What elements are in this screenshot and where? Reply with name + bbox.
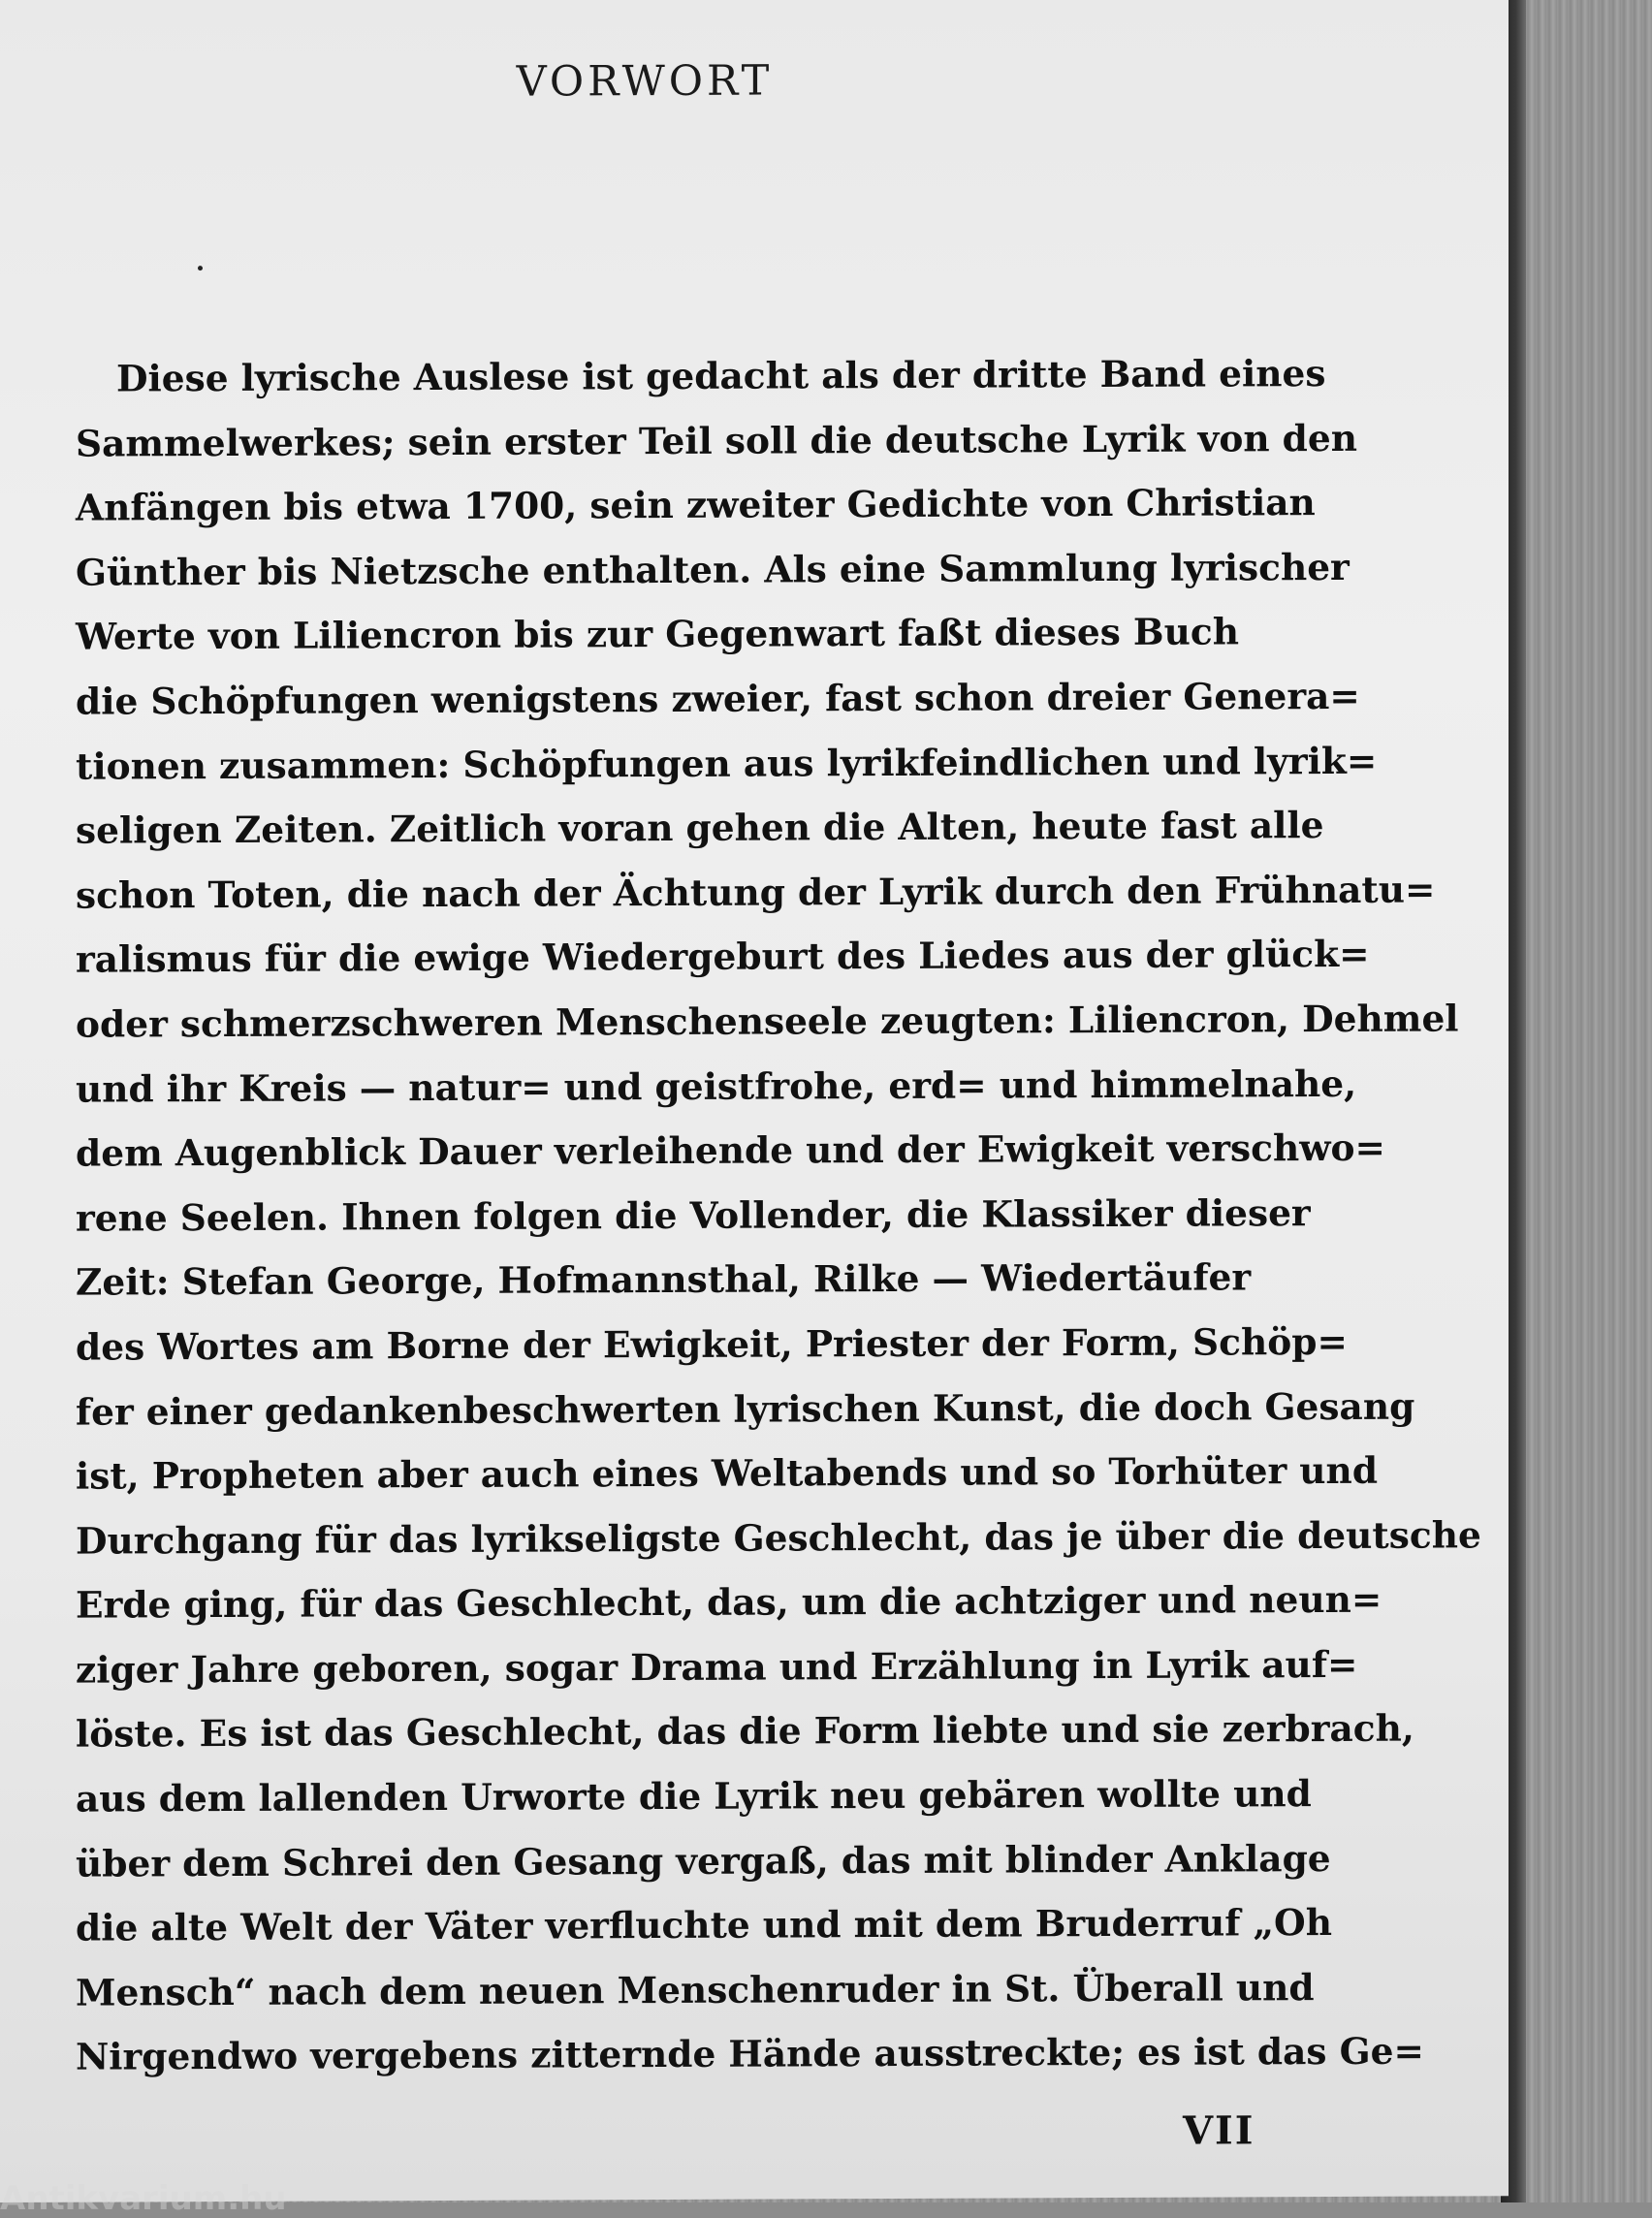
text-line: aus dem lallenden Urworte die Lyrik neu gebären wollte und bbox=[76, 1772, 1312, 1821]
text-line: die Schöpfungen wenigstens zweier, fast schon dreier Genera= bbox=[76, 674, 1360, 723]
text-line: dem Augenblick Dauer verleihende und der Ewigkeit verschwo= bbox=[76, 1125, 1385, 1175]
page-heading: VORWORT bbox=[516, 56, 774, 107]
watermark-text: Antikvarium.hu bbox=[0, 2179, 287, 2218]
text-line: des Wortes am Borne der Ewigkeit, Priester der Form, Schöp= bbox=[76, 1319, 1348, 1369]
text-line: Diese lyrische Auslese ist gedacht als der dritte Band eines bbox=[116, 352, 1326, 400]
text-line: Erde ging, für das Geschlecht, das, um die achtziger und neun= bbox=[76, 1578, 1382, 1627]
text-line: und ihr Kreis — natur= und geistfrohe, erd= und himmelnahe, bbox=[76, 1061, 1357, 1111]
text-line: die alte Welt der Väter verfluchte und mit dem Bruderruf „Oh bbox=[76, 1901, 1332, 1949]
text-line: Sammelwerkes; sein erster Teil soll die deutsche Lyrik von den bbox=[76, 416, 1358, 465]
text-line: Zeit: Stefan George, Hofmannsthal, Rilke — Wiedertäufer bbox=[76, 1255, 1252, 1304]
text-line: schon Toten, die nach der Ächtung der Lyrik durch den Frühnatu= bbox=[76, 868, 1436, 917]
text-line: oder schmerzschweren Menschenseele zeugten: Liliencron, Dehmel bbox=[76, 997, 1459, 1046]
text-line: ist, Propheten aber auch eines Weltabends und so Torhüter und bbox=[76, 1448, 1379, 1498]
text-line: seligen Zeiten. Zeitlich voran gehen die Alten, heute fast alle bbox=[76, 804, 1324, 852]
text-line: rene Seelen. Ihnen folgen die Vollender, die Klassiker dieser bbox=[76, 1190, 1311, 1240]
text-line: Werte von Liliencron bis zur Gegenwart faßt dieses Buch bbox=[76, 610, 1239, 659]
text-line: Günther bis Nietzsche enthalten. Als eine Sammlung lyrischer bbox=[76, 545, 1350, 594]
text-line: fer einer gedankenbeschwerten lyrischen Kunst, die doch Gesang bbox=[76, 1384, 1415, 1434]
page-number: VII bbox=[1183, 2107, 1255, 2154]
text-line: Durchgang für das lyrikseligste Geschlecht, das je über die deutsche bbox=[76, 1513, 1481, 1563]
stray-dot bbox=[198, 266, 203, 270]
text-line: über dem Schrei den Gesang vergaß, das mit blinder Anklage bbox=[76, 1836, 1331, 1885]
text-line: löste. Es ist das Geschlecht, das die Form liebte und sie zerbrach, bbox=[76, 1707, 1414, 1757]
text-line: Mensch“ nach dem neuen Menschenruder in St. Überall und bbox=[76, 1965, 1315, 2014]
body-text bbox=[76, 341, 1481, 2089]
text-line: Anfängen bis etwa 1700, sein zweiter Gedichte von Christian bbox=[76, 481, 1316, 529]
text-line: ziger Jahre geboren, sogar Drama und Erzählung in Lyrik auf= bbox=[76, 1642, 1358, 1692]
text-line: tionen zusammen: Schöpfungen aus lyrikfeindlichen und lyrik= bbox=[76, 739, 1378, 788]
text-line: Nirgendwo vergebens zitternde Hände ausstreckte; es ist das Ge= bbox=[76, 2030, 1424, 2079]
text-line: ralismus für die ewige Wiedergeburt des Liedes aus der glück= bbox=[76, 933, 1370, 982]
